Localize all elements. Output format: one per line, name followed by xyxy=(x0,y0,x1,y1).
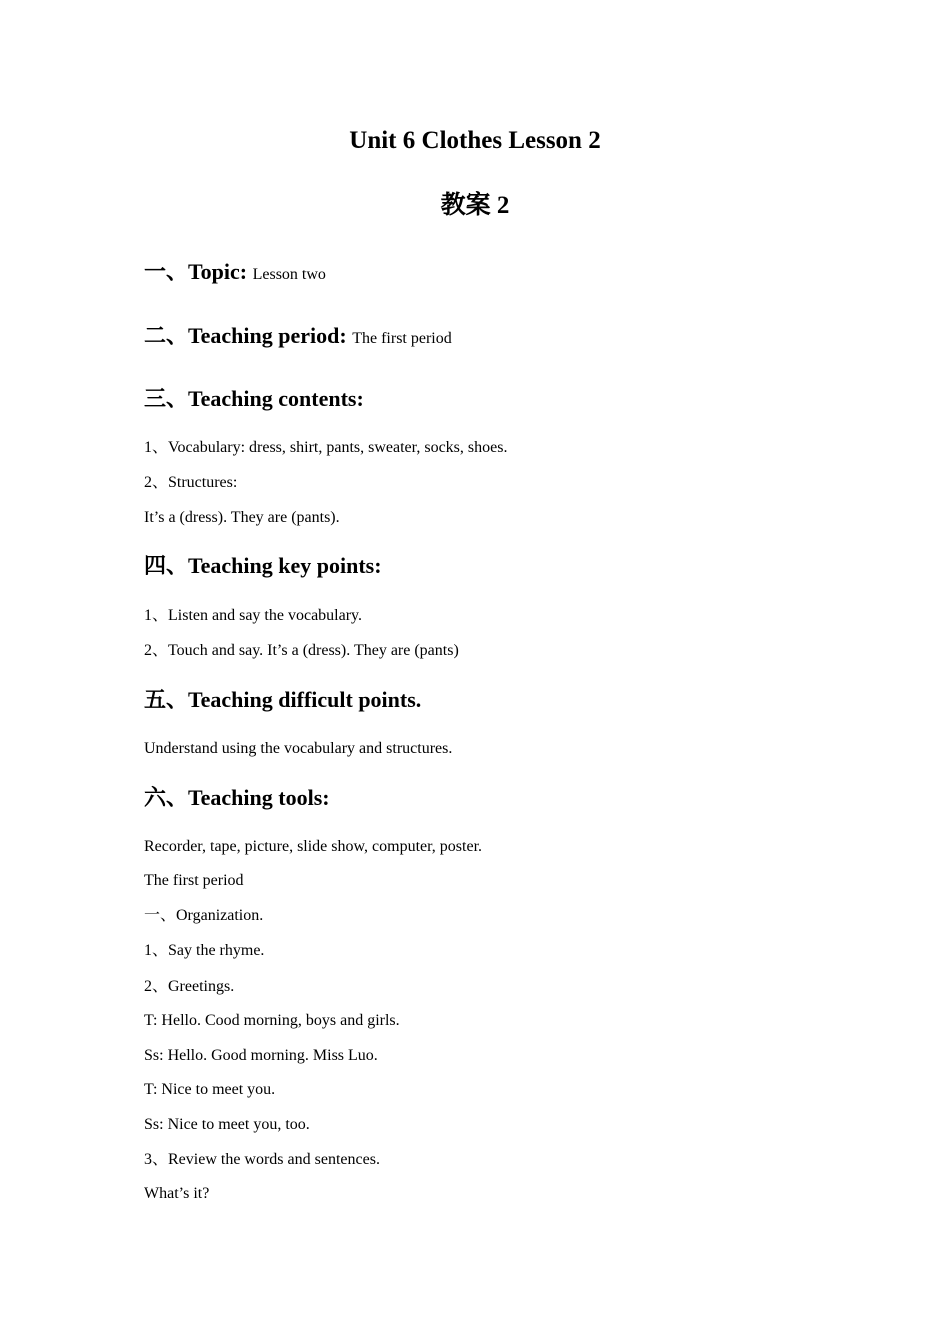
section-tools-heading xyxy=(144,784,330,812)
section-note: The first period xyxy=(352,330,452,347)
key-point-line: 2、Touch and say. It’s a (dress). They are (pants) xyxy=(144,642,459,659)
body-line: Ss: Hello. Good morning. Miss Luo. xyxy=(144,1047,378,1064)
section-label: 六、Teaching tools: xyxy=(144,785,330,810)
body-line: The first period xyxy=(144,872,244,889)
contents-line: It’s a (dress). They are (pants). xyxy=(144,509,340,526)
body-line: 3、Review the words and sentences. xyxy=(144,1151,380,1168)
section-label: 五、Teaching difficult points. xyxy=(144,687,422,712)
section-period-heading xyxy=(144,322,452,353)
body-line: T: Nice to meet you. xyxy=(144,1081,276,1098)
difficult-point-line: Understand using the vocabulary and structures. xyxy=(144,740,453,757)
section-note: Lesson two xyxy=(252,266,326,283)
contents-line: 2、Structures: xyxy=(144,474,238,491)
body-line: 一、Organization. xyxy=(144,907,264,924)
section-contents-heading xyxy=(144,385,364,413)
body-line: 2、Greetings. xyxy=(144,978,235,995)
section-key-points-heading xyxy=(144,552,382,580)
body-line: What’s it? xyxy=(144,1185,210,1202)
contents-line: 1、Vocabulary: dress, shirt, pants, sweater, socks, shoes. xyxy=(144,439,508,456)
body-line: Ss: Nice to meet you, too. xyxy=(144,1116,310,1133)
section-label: 一、Topic: xyxy=(144,259,248,284)
section-label: 四、Teaching key points: xyxy=(144,553,382,578)
section-difficult-points-heading xyxy=(144,686,421,714)
key-point-line: 1、Listen and say the vocabulary. xyxy=(144,607,363,624)
body-line: T: Hello. Cood morning, boys and girls. xyxy=(144,1012,400,1029)
section-label: 三、Teaching contents: xyxy=(144,386,364,411)
document-subtitle: 教案 2 xyxy=(440,192,510,219)
section-label: 二、Teaching period: xyxy=(144,323,347,348)
tools-line: Recorder, tape, picture, slide show, computer, poster. xyxy=(144,838,483,855)
section-topic-heading xyxy=(144,258,326,289)
body-line: 1、Say the rhyme. xyxy=(144,942,265,959)
document-title: Unit 6 Clothes Lesson 2 xyxy=(349,127,601,154)
